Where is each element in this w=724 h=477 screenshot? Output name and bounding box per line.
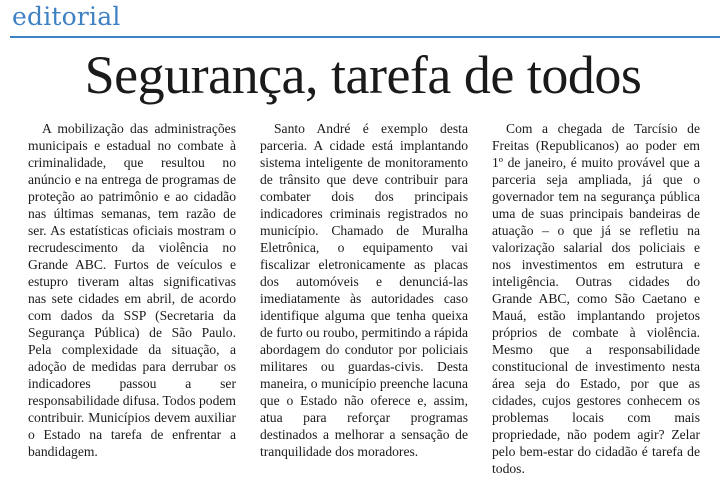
section-label: editorial (12, 2, 121, 31)
headline: Segurança, tarefa de todos (84, 45, 642, 105)
column-1 (28, 120, 236, 459)
article-body (28, 120, 700, 476)
paragraph: Santo André é exemplo desta parceria. A cidade está implantando sistema inteligente de monitoramento de trânsito que deve contribuir para combater dois dos principais indicadores criminais registrados no município. Chamado de Muralha Eletrônica, o equipamento vai fiscalizar eletronicamente as placas dos automóveis e denunciá-las imediatamente às autoridades caso identifique alguma que tenha queixa de furto ou roubo, permitindo a rápida abordagem do condutor por policiais militares ou guardas-civis. Desta maneira, o município preenche lacuna que o Estado não oferece e, assim, atua para reforçar programas destinados a melhorar a sensação de tranquilidade dos moradores. (260, 121, 469, 459)
column-3 (492, 120, 700, 476)
section-header (10, 2, 720, 40)
section-divider (10, 36, 720, 38)
column-2 (260, 120, 469, 459)
paragraph: A mobilização das administrações municipais e estadual no combate à criminalidade, que resultou no anúncio e na entrega de programas de proteção ao patrimônio e ao cidadão nas últimas semanas, tem razão de ser. As estatísticas oficiais mostram o recrudescimento da violência no Grande ABC. Furtos de veículos e estupro tiveram altas significativas nas sete cidades em abril, de acordo com dados da SSP (Secretaria da Segurança Pública) de São Paulo. Pela complexidade da situação, a adoção de medidas para derrubar os indicadores passou a ser responsabilidade difusa. Todos podem contribuir. Municípios devem auxiliar o Estado na tarefa de enfrentar a bandidagem. (28, 121, 236, 459)
paragraph: Com a chegada de Tarcísio de Freitas (Republicanos) ao poder em 1º de janeiro, é muito provável que a parceria seja ampliada, já que o governador tem na segurança pública uma de suas principais bandeiras de atuação – o que já se refletiu na valorização salarial dos policiais e nos investimentos em estrutura e inteligência. Outras cidades do Grande ABC, como São Caetano e Mauá, estão implantando projetos próprios de combate à violência. Mesmo que a responsabilidade constitucional de investimento nesta área seja do Estado, por que as cidades, cujos gestores conhecem os problemas locais com mais propriedade, não podem agir? Zelar pelo bem-estar do cidadão é tarefa de todos. (492, 121, 700, 476)
